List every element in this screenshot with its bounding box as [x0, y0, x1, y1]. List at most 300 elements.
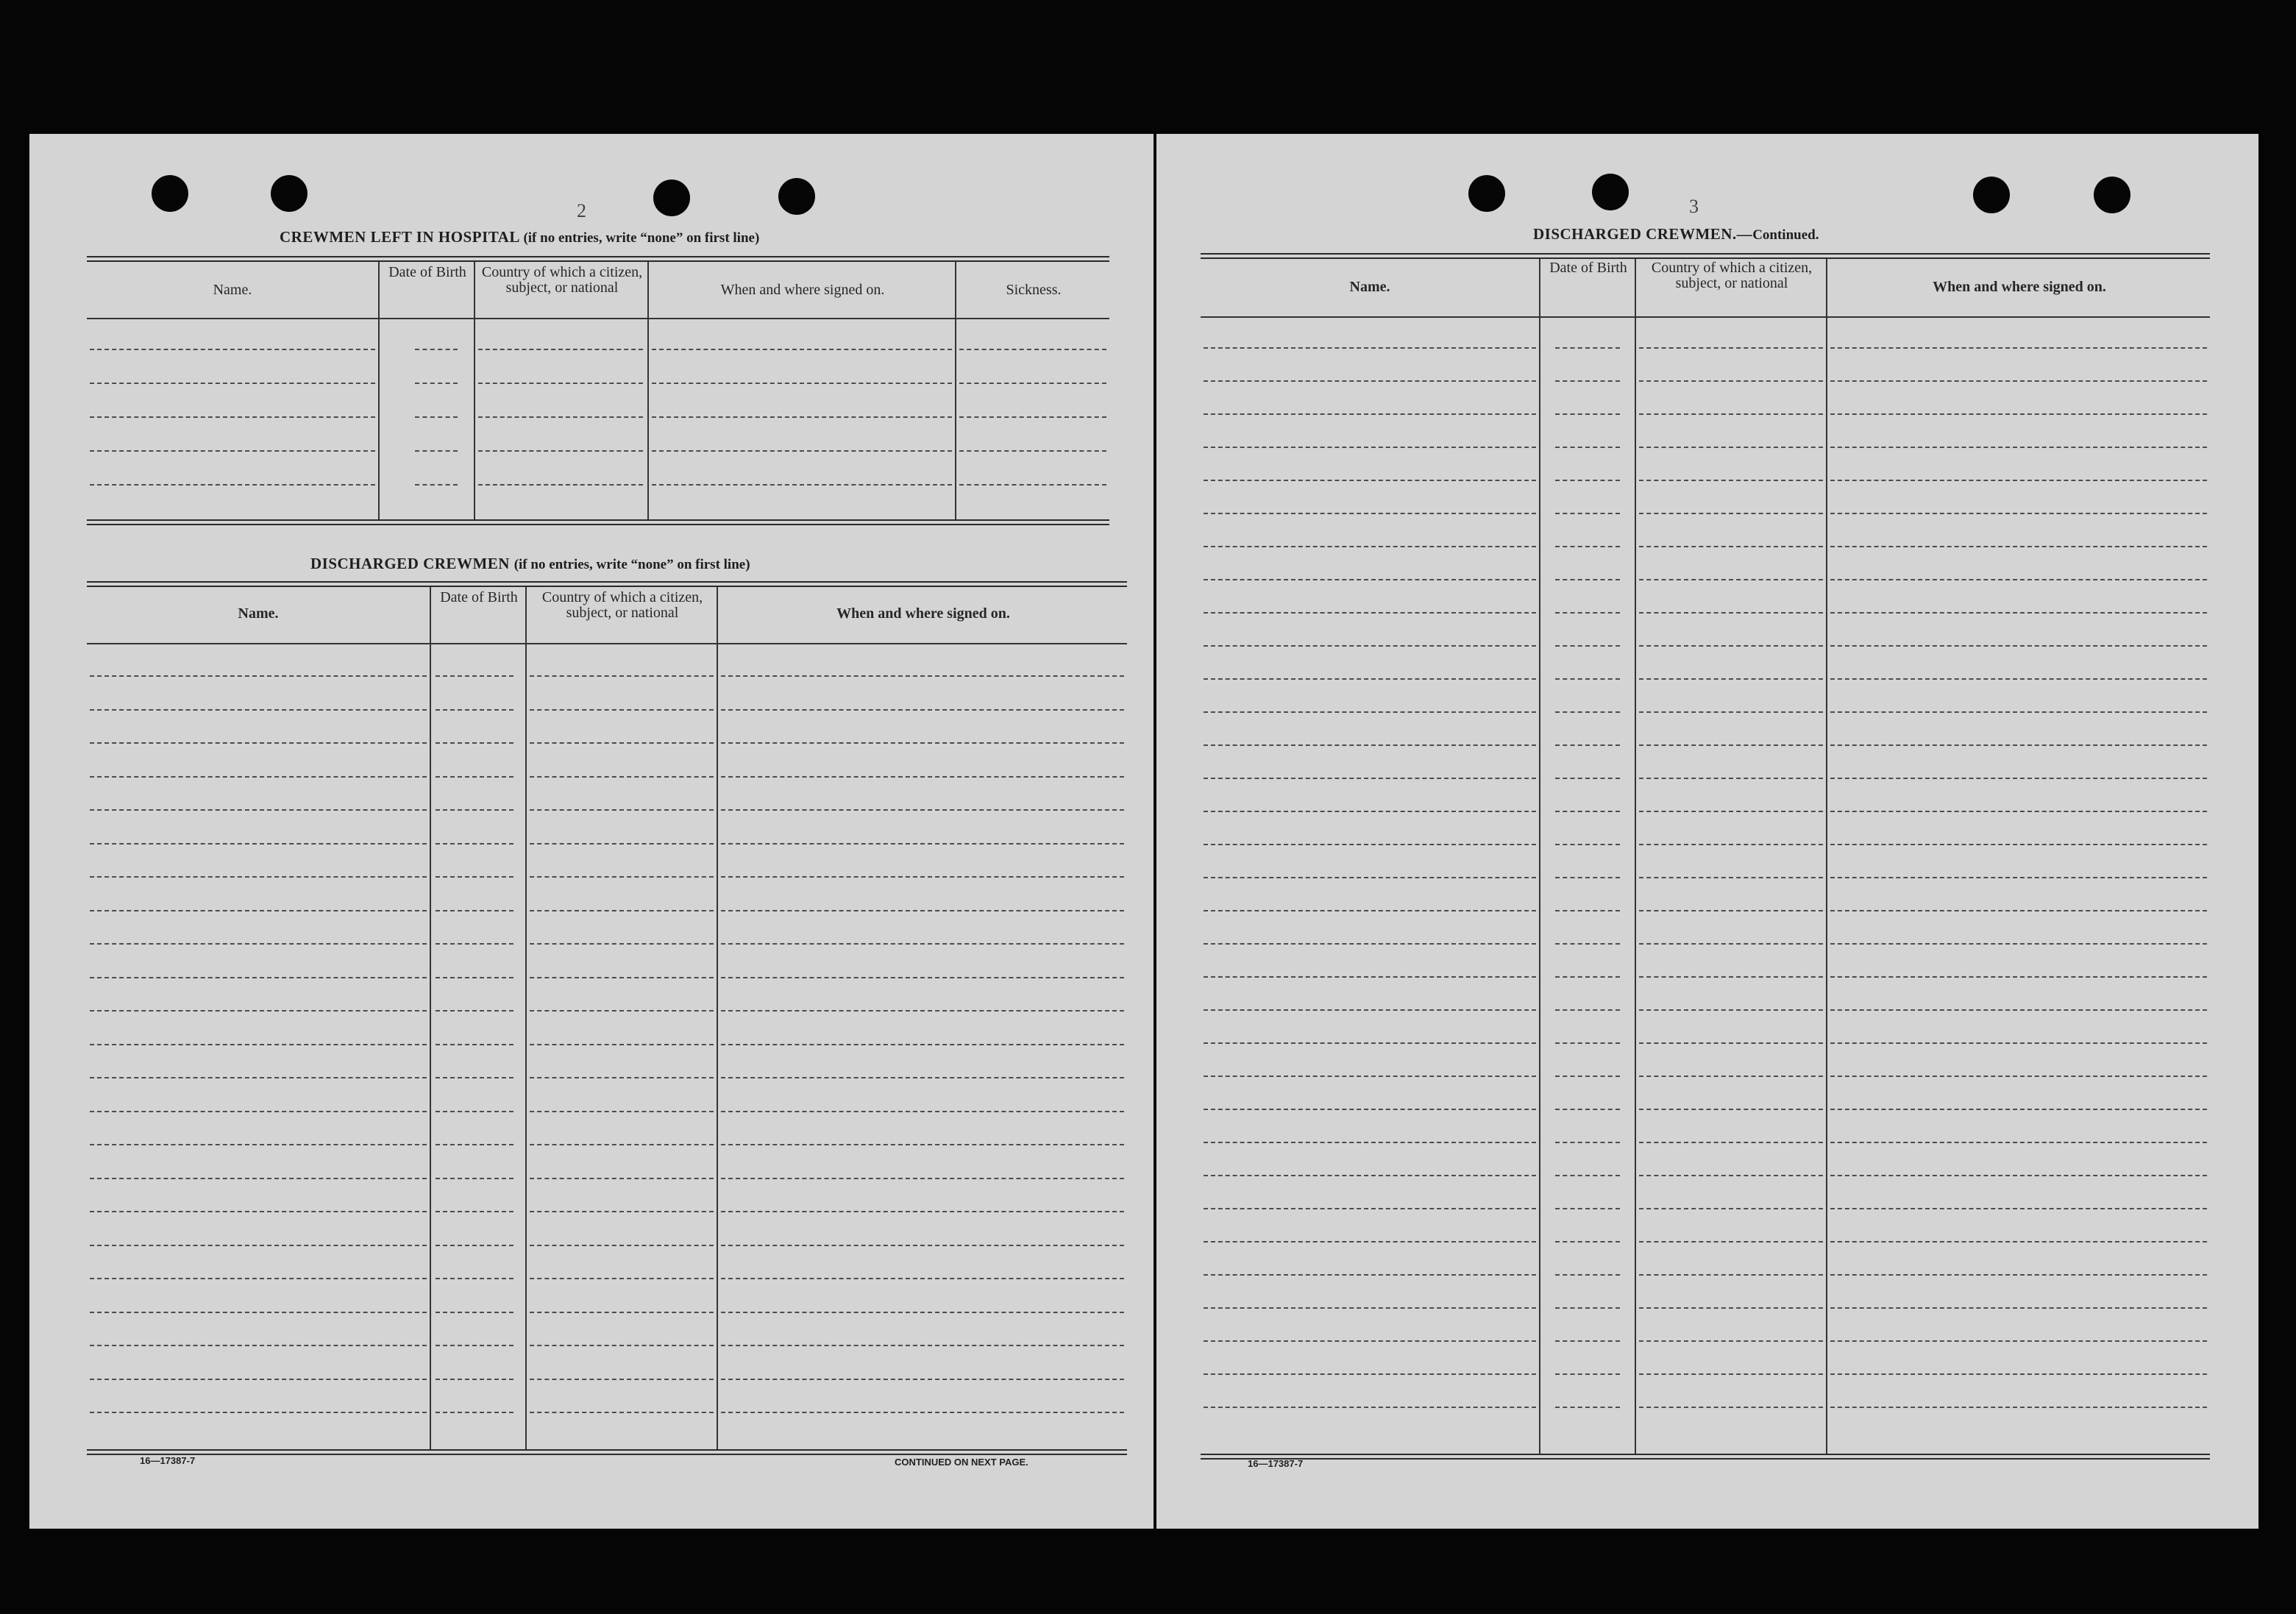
- col-header-sickness: Sickness.: [1006, 282, 1062, 298]
- blank-entry-line: [90, 484, 375, 486]
- discharged-title-note: (if no entries, write “none” on first line): [513, 557, 750, 572]
- blank-entry-line: [721, 809, 1124, 811]
- blank-entry-line: [721, 843, 1124, 845]
- blank-entry-line: [1555, 612, 1620, 614]
- blank-entry-line: [90, 742, 427, 744]
- blank-entry-line: [530, 977, 714, 978]
- header-bottom-rule: [87, 643, 1127, 644]
- hospital-title-text: CREWMEN LEFT IN HOSPITAL: [280, 228, 519, 246]
- blank-entry-line: [1204, 1009, 1536, 1011]
- blank-entry-line: [1555, 1109, 1620, 1110]
- blank-entry-line: [1639, 844, 1823, 845]
- blank-entry-line: [436, 1178, 513, 1179]
- blank-entry-line: [1204, 380, 1536, 382]
- blank-entry-line: [530, 1345, 714, 1346]
- col-header-dob: Date of Birth: [388, 264, 466, 280]
- blank-entry-line: [1555, 1142, 1620, 1143]
- blank-entry-line: [436, 943, 513, 945]
- blank-entry-line: [90, 1010, 427, 1012]
- blank-entry-line: [1639, 778, 1823, 779]
- blank-entry-line: [721, 1345, 1124, 1346]
- blank-entry-line: [530, 1178, 714, 1179]
- blank-entry-line: [1204, 1175, 1536, 1176]
- blank-entry-line: [90, 675, 427, 677]
- blank-entry-line: [90, 776, 427, 778]
- blank-entry-line: [530, 843, 714, 845]
- hospital-section-title: [280, 228, 759, 246]
- left-page: [29, 134, 1154, 1529]
- blank-entry-line: [1204, 579, 1536, 580]
- blank-entry-line: [1204, 844, 1536, 845]
- blank-entry-line: [721, 1044, 1124, 1045]
- punch-hole: [1592, 174, 1629, 210]
- punch-hole: [1468, 175, 1505, 212]
- blank-entry-line: [1555, 1274, 1620, 1276]
- blank-entry-line: [1555, 976, 1620, 978]
- blank-entry-line: [436, 1312, 513, 1313]
- blank-entry-line: [1204, 943, 1536, 945]
- blank-entry-line: [1204, 1274, 1536, 1276]
- blank-entry-line: [1555, 811, 1620, 812]
- blank-entry-line: [1555, 1009, 1620, 1011]
- blank-entry-line: [1204, 744, 1536, 746]
- blank-entry-line: [1204, 1109, 1536, 1110]
- blank-entry-line: [1555, 347, 1620, 349]
- blank-entry-line: [1555, 711, 1620, 713]
- blank-entry-line: [436, 1245, 513, 1246]
- blank-entry-line: [1830, 744, 2207, 746]
- punch-hole: [653, 179, 690, 216]
- blank-entry-line: [1204, 711, 1536, 713]
- blank-entry-line: [721, 709, 1124, 711]
- blank-entry-line: [721, 1077, 1124, 1078]
- blank-entry-line: [530, 709, 714, 711]
- blank-entry-line: [1639, 744, 1823, 746]
- blank-entry-line: [530, 910, 714, 911]
- blank-entry-line: [1830, 1208, 2207, 1209]
- blank-entry-line: [721, 1312, 1124, 1313]
- blank-entry-line: [1204, 1373, 1536, 1375]
- blank-entry-line: [530, 1312, 714, 1313]
- column-divider: [1826, 259, 1827, 1454]
- blank-entry-line: [1639, 1373, 1823, 1375]
- blank-entry-line: [530, 1211, 714, 1212]
- blank-entry-line: [1204, 1076, 1536, 1077]
- blank-entry-line: [530, 742, 714, 744]
- blank-entry-line: [1830, 1340, 2207, 1342]
- blank-entry-line: [652, 383, 952, 384]
- blank-entry-line: [90, 1144, 427, 1145]
- blank-entry-line: [1555, 480, 1620, 481]
- blank-entry-line: [1639, 1241, 1823, 1243]
- column-divider: [647, 262, 649, 519]
- table-top-rule: [1201, 253, 2210, 259]
- right-page: [1156, 134, 2258, 1529]
- blank-entry-line: [1555, 1175, 1620, 1176]
- blank-entry-line: [721, 943, 1124, 945]
- blank-entry-line: [959, 484, 1106, 486]
- blank-entry-line: [1639, 943, 1823, 945]
- blank-entry-line: [1639, 1340, 1823, 1342]
- blank-entry-line: [1204, 1208, 1536, 1209]
- blank-entry-line: [90, 1245, 427, 1246]
- blank-entry-line: [1639, 1109, 1823, 1110]
- blank-entry-line: [1204, 910, 1536, 911]
- blank-entry-line: [436, 1111, 513, 1112]
- discharged-continued-title: [1533, 225, 1819, 243]
- blank-entry-line: [1639, 645, 1823, 647]
- column-divider: [1635, 259, 1636, 1454]
- blank-entry-line: [1555, 1042, 1620, 1044]
- blank-entry-line: [90, 1412, 427, 1413]
- blank-entry-line: [1204, 811, 1536, 812]
- blank-entry-line: [90, 1345, 427, 1346]
- blank-entry-line: [721, 876, 1124, 878]
- discharged-continued-table: [1201, 253, 2210, 1467]
- blank-entry-line: [1555, 579, 1620, 580]
- blank-entry-line: [1204, 612, 1536, 614]
- blank-entry-line: [1639, 546, 1823, 547]
- discharged-continued-suffix: Continued.: [1752, 227, 1819, 243]
- blank-entry-line: [1830, 579, 2207, 580]
- blank-entry-line: [1555, 447, 1620, 448]
- blank-entry-line: [1555, 1208, 1620, 1209]
- blank-entry-line: [721, 1178, 1124, 1179]
- col-header-country: Country of which a citizen, subject, or national: [1651, 260, 1813, 291]
- blank-entry-line: [436, 1379, 513, 1380]
- blank-entry-line: [436, 1010, 513, 1012]
- blank-entry-line: [1830, 711, 2207, 713]
- blank-entry-line: [530, 1010, 714, 1012]
- blank-entry-line: [436, 675, 513, 677]
- blank-entry-line: [1204, 1042, 1536, 1044]
- blank-entry-line: [1830, 513, 2207, 514]
- blank-entry-line: [1639, 910, 1823, 911]
- blank-entry-line: [1204, 645, 1536, 647]
- blank-entry-line: [1830, 480, 2207, 481]
- blank-entry-line: [1204, 778, 1536, 779]
- blank-entry-line: [1555, 1241, 1620, 1243]
- blank-entry-line: [721, 776, 1124, 778]
- blank-entry-line: [478, 383, 643, 384]
- blank-entry-line: [1555, 910, 1620, 911]
- blank-entry-line: [721, 1144, 1124, 1145]
- blank-entry-line: [1555, 380, 1620, 382]
- blank-entry-line: [1830, 1307, 2207, 1309]
- blank-entry-line: [1204, 1142, 1536, 1143]
- blank-entry-line: [1555, 645, 1620, 647]
- blank-entry-line: [1830, 447, 2207, 448]
- punch-hole: [152, 175, 188, 212]
- blank-entry-line: [1639, 347, 1823, 349]
- table-bottom-rule: [87, 519, 1109, 525]
- blank-entry-line: [721, 1010, 1124, 1012]
- table-bottom-rule: [1201, 1454, 2210, 1460]
- blank-entry-line: [1204, 347, 1536, 349]
- blank-entry-line: [1555, 413, 1620, 415]
- blank-entry-line: [436, 776, 513, 778]
- col-header-dob: Date of Birth: [440, 589, 518, 605]
- blank-entry-line: [1204, 546, 1536, 547]
- blank-entry-line: [1830, 347, 2207, 349]
- punch-hole: [2094, 177, 2130, 213]
- blank-entry-line: [1830, 413, 2207, 415]
- blank-entry-line: [1639, 1009, 1823, 1011]
- blank-entry-line: [90, 977, 427, 978]
- blank-entry-line: [90, 450, 375, 452]
- blank-entry-line: [530, 943, 714, 945]
- blank-entry-line: [1830, 976, 2207, 978]
- blank-entry-line: [90, 910, 427, 911]
- blank-entry-line: [1639, 413, 1823, 415]
- blank-entry-line: [90, 843, 427, 845]
- blank-entry-line: [530, 1412, 714, 1413]
- form-code: 16—17387-7: [1248, 1458, 1304, 1469]
- blank-entry-line: [90, 1178, 427, 1179]
- blank-entry-line: [1204, 447, 1536, 448]
- form-code: 16—17387-7: [140, 1455, 196, 1466]
- col-header-name: Name.: [1349, 279, 1390, 295]
- blank-entry-line: [1830, 1274, 2207, 1276]
- blank-entry-line: [1830, 1042, 2207, 1044]
- hospital-title-note: (if no entries, write “none” on first line): [523, 230, 760, 246]
- blank-entry-line: [1204, 413, 1536, 415]
- blank-entry-line: [436, 1144, 513, 1145]
- blank-entry-line: [1204, 877, 1536, 878]
- blank-entry-line: [436, 1345, 513, 1346]
- blank-entry-line: [1830, 1009, 2207, 1011]
- table-top-rule: [87, 256, 1109, 262]
- blank-entry-line: [1830, 1142, 2207, 1143]
- blank-entry-line: [1639, 1208, 1823, 1209]
- column-divider: [525, 587, 527, 1449]
- blank-entry-line: [959, 416, 1106, 418]
- blank-entry-line: [1830, 811, 2207, 812]
- blank-entry-line: [1830, 612, 2207, 614]
- blank-entry-line: [478, 416, 643, 418]
- blank-entry-line: [90, 1278, 427, 1279]
- col-header-country: Country of which a citizen, subject, or national: [541, 589, 703, 621]
- column-divider: [1539, 259, 1540, 1454]
- discharged-table: [87, 581, 1127, 1464]
- discharged-section-title: [310, 555, 750, 573]
- blank-entry-line: [1639, 1142, 1823, 1143]
- page-number: 3: [1689, 196, 1699, 217]
- blank-entry-line: [1555, 1373, 1620, 1375]
- blank-entry-line: [415, 416, 458, 418]
- blank-entry-line: [1639, 447, 1823, 448]
- blank-entry-line: [1639, 976, 1823, 978]
- blank-entry-line: [436, 843, 513, 845]
- col-header-signed: When and where signed on.: [720, 282, 885, 298]
- blank-entry-line: [530, 809, 714, 811]
- blank-entry-line: [959, 383, 1106, 384]
- blank-entry-line: [90, 876, 427, 878]
- blank-entry-line: [652, 450, 952, 452]
- blank-entry-line: [1555, 844, 1620, 845]
- blank-entry-line: [1639, 1307, 1823, 1309]
- blank-entry-line: [1555, 1307, 1620, 1309]
- blank-entry-line: [1639, 1407, 1823, 1408]
- blank-entry-line: [436, 742, 513, 744]
- blank-entry-line: [436, 1044, 513, 1045]
- col-header-country: Country of which a citizen, subject, or national: [481, 264, 643, 296]
- blank-entry-line: [652, 349, 952, 350]
- blank-entry-line: [1555, 1407, 1620, 1408]
- blank-entry-line: [90, 1312, 427, 1313]
- blank-entry-line: [530, 675, 714, 677]
- blank-entry-line: [415, 484, 458, 486]
- blank-entry-line: [959, 349, 1106, 350]
- blank-entry-line: [1830, 844, 2207, 845]
- blank-entry-line: [90, 1379, 427, 1380]
- blank-entry-line: [530, 1379, 714, 1380]
- blank-entry-line: [1204, 480, 1536, 481]
- blank-entry-line: [721, 1211, 1124, 1212]
- column-divider: [378, 262, 380, 519]
- blank-entry-line: [436, 910, 513, 911]
- blank-entry-line: [1830, 678, 2207, 680]
- blank-entry-line: [1830, 1076, 2207, 1077]
- blank-entry-line: [1204, 1340, 1536, 1342]
- blank-entry-line: [1830, 1373, 2207, 1375]
- blank-entry-line: [1555, 678, 1620, 680]
- blank-entry-line: [90, 349, 375, 350]
- blank-entry-line: [1204, 1241, 1536, 1243]
- blank-entry-line: [478, 450, 643, 452]
- blank-entry-line: [530, 1077, 714, 1078]
- blank-entry-line: [1830, 1407, 2207, 1408]
- continued-note: CONTINUED ON NEXT PAGE.: [895, 1457, 1028, 1468]
- blank-entry-line: [1639, 1175, 1823, 1176]
- blank-entry-line: [1830, 645, 2207, 647]
- blank-entry-line: [530, 776, 714, 778]
- col-header-dob: Date of Birth: [1549, 260, 1627, 276]
- blank-entry-line: [436, 1211, 513, 1212]
- discharged-continued-title-text: DISCHARGED CREWMEN.—: [1533, 225, 1753, 243]
- blank-entry-line: [721, 910, 1124, 911]
- blank-entry-line: [721, 675, 1124, 677]
- blank-entry-line: [1830, 778, 2207, 779]
- punch-hole: [1973, 177, 2010, 213]
- blank-entry-line: [1555, 877, 1620, 878]
- blank-entry-line: [436, 1412, 513, 1413]
- blank-entry-line: [90, 416, 375, 418]
- blank-entry-line: [1555, 513, 1620, 514]
- punch-hole: [271, 175, 308, 212]
- blank-entry-line: [1639, 1274, 1823, 1276]
- blank-entry-line: [1639, 480, 1823, 481]
- blank-entry-line: [1639, 1076, 1823, 1077]
- blank-entry-line: [530, 1278, 714, 1279]
- blank-entry-line: [90, 1111, 427, 1112]
- blank-entry-line: [90, 709, 427, 711]
- blank-entry-line: [721, 1379, 1124, 1380]
- blank-entry-line: [530, 1245, 714, 1246]
- blank-entry-line: [1204, 976, 1536, 978]
- blank-entry-line: [721, 1111, 1124, 1112]
- blank-entry-line: [1555, 744, 1620, 746]
- col-header-name: Name.: [213, 282, 252, 298]
- page-number: 2: [577, 200, 586, 221]
- blank-entry-line: [1204, 513, 1536, 514]
- blank-entry-line: [721, 1245, 1124, 1246]
- blank-entry-line: [90, 1044, 427, 1045]
- blank-entry-line: [415, 450, 458, 452]
- blank-entry-line: [436, 809, 513, 811]
- blank-entry-line: [1639, 380, 1823, 382]
- blank-entry-line: [1204, 678, 1536, 680]
- blank-entry-line: [1555, 1076, 1620, 1077]
- col-header-name: Name.: [238, 605, 279, 622]
- blank-entry-line: [436, 977, 513, 978]
- blank-entry-line: [90, 383, 375, 384]
- blank-entry-line: [652, 416, 952, 418]
- blank-entry-line: [1830, 910, 2207, 911]
- blank-entry-line: [530, 1111, 714, 1112]
- blank-entry-line: [436, 709, 513, 711]
- blank-entry-line: [1639, 877, 1823, 878]
- blank-entry-line: [721, 742, 1124, 744]
- blank-entry-line: [1555, 1340, 1620, 1342]
- blank-entry-line: [436, 1077, 513, 1078]
- blank-entry-line: [415, 349, 458, 350]
- blank-entry-line: [721, 977, 1124, 978]
- blank-entry-line: [1639, 1042, 1823, 1044]
- blank-entry-line: [1639, 711, 1823, 713]
- blank-entry-line: [721, 1412, 1124, 1413]
- blank-entry-line: [1639, 579, 1823, 580]
- col-header-signed: When and where signed on.: [1933, 279, 2106, 295]
- blank-entry-line: [1204, 1307, 1536, 1309]
- blank-entry-line: [1555, 943, 1620, 945]
- header-bottom-rule: [1201, 316, 2210, 318]
- blank-entry-line: [652, 484, 952, 486]
- blank-entry-line: [90, 1211, 427, 1212]
- blank-entry-line: [90, 1077, 427, 1078]
- punch-hole: [778, 178, 815, 215]
- blank-entry-line: [478, 349, 643, 350]
- table-bottom-rule: [87, 1449, 1127, 1455]
- blank-entry-line: [1639, 811, 1823, 812]
- blank-entry-line: [1555, 778, 1620, 779]
- blank-entry-line: [1830, 380, 2207, 382]
- blank-entry-line: [1830, 943, 2207, 945]
- table-top-rule: [87, 581, 1127, 587]
- blank-entry-line: [530, 1144, 714, 1145]
- col-header-signed: When and where signed on.: [836, 605, 1010, 622]
- blank-entry-line: [1830, 546, 2207, 547]
- blank-entry-line: [90, 809, 427, 811]
- blank-entry-line: [478, 484, 643, 486]
- blank-entry-line: [1555, 546, 1620, 547]
- blank-entry-line: [1830, 1109, 2207, 1110]
- blank-entry-line: [436, 876, 513, 878]
- blank-entry-line: [1639, 513, 1823, 514]
- column-divider: [474, 262, 475, 519]
- blank-entry-line: [1204, 1407, 1536, 1408]
- blank-entry-line: [1639, 612, 1823, 614]
- blank-entry-line: [415, 383, 458, 384]
- blank-entry-line: [721, 1278, 1124, 1279]
- blank-entry-line: [1639, 678, 1823, 680]
- column-divider: [430, 587, 431, 1449]
- column-divider: [717, 587, 718, 1449]
- blank-entry-line: [1830, 1241, 2207, 1243]
- blank-entry-line: [1830, 877, 2207, 878]
- blank-entry-line: [1830, 1175, 2207, 1176]
- column-divider: [955, 262, 956, 519]
